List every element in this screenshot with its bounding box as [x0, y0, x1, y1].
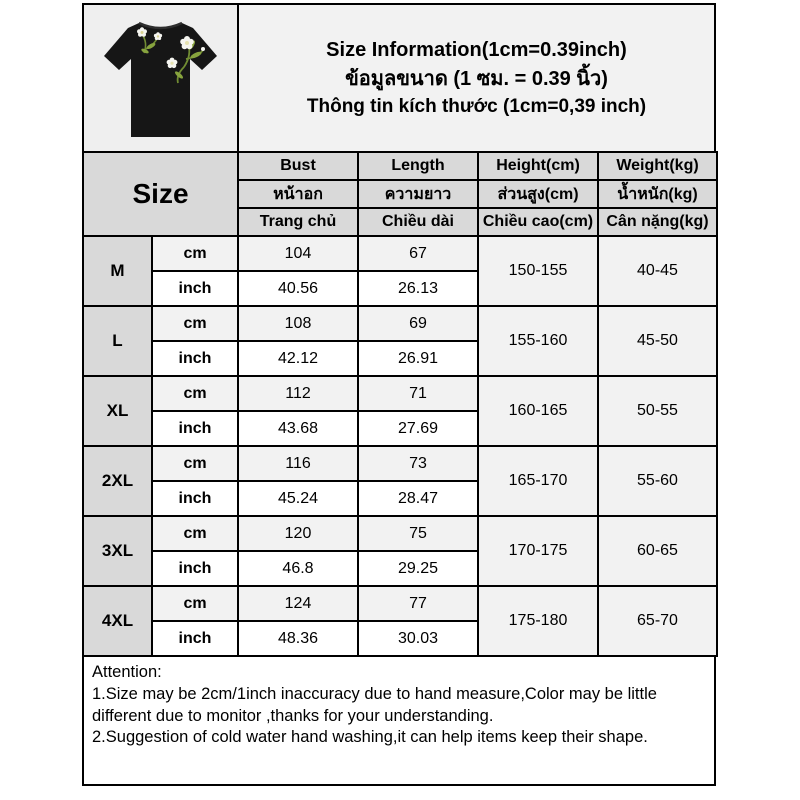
- weight-range-value: 40-45: [598, 236, 717, 306]
- header-bust-th: หน้าอก: [238, 180, 358, 208]
- length-inch-value: 27.69: [358, 411, 478, 446]
- product-photo: [84, 5, 239, 151]
- bust-cm-value: 104: [238, 236, 358, 271]
- unit-inch-cell: inch: [152, 341, 238, 376]
- header-weight-vi: Cân nặng(kg): [598, 208, 717, 236]
- size-table-body: [83, 236, 717, 656]
- unit-inch-cell: inch: [152, 621, 238, 656]
- unit-cm-cell: cm: [152, 376, 238, 411]
- size-label: XL: [83, 376, 152, 446]
- title-thai: ข้อมูลขนาด (1 ซม. = 0.39 นิ้ว): [345, 67, 608, 90]
- unit-inch-cell: inch: [152, 551, 238, 586]
- header-length-th: ความยาว: [358, 180, 478, 208]
- bust-inch-value: 46.8: [238, 551, 358, 586]
- bust-cm-value: 108: [238, 306, 358, 341]
- size-row-cm: [83, 376, 717, 411]
- size-label: 3XL: [83, 516, 152, 586]
- header-bust-en: Bust: [238, 152, 358, 180]
- size-chart-sheet: [82, 3, 716, 786]
- header-length-vi: Chiều dài: [358, 208, 478, 236]
- tshirt-image: [84, 5, 237, 151]
- unit-cm-cell: cm: [152, 236, 238, 271]
- attention-note-2: 2.Suggestion of cold water hand washing,it can help items keep their shape.: [92, 728, 648, 747]
- banner: [82, 3, 716, 153]
- header-height-th: ส่วนสูง(cm): [478, 180, 598, 208]
- header-height-vi: Chiều cao(cm): [478, 208, 598, 236]
- length-cm-value: 73: [358, 446, 478, 481]
- length-inch-value: 28.47: [358, 481, 478, 516]
- header-bust-vi: Trang chủ: [238, 208, 358, 236]
- bust-cm-value: 112: [238, 376, 358, 411]
- weight-range-value: 50-55: [598, 376, 717, 446]
- size-label: M: [83, 236, 152, 306]
- attention-title: Attention:: [92, 663, 162, 681]
- bust-inch-value: 42.12: [238, 341, 358, 376]
- bust-inch-value: 43.68: [238, 411, 358, 446]
- banner-titles: [239, 5, 714, 151]
- unit-inch-cell: inch: [152, 481, 238, 516]
- length-cm-value: 75: [358, 516, 478, 551]
- length-inch-value: 26.13: [358, 271, 478, 306]
- header-height-en: Height(cm): [478, 152, 598, 180]
- unit-cm-cell: cm: [152, 516, 238, 551]
- weight-range-value: 55-60: [598, 446, 717, 516]
- unit-inch-cell: inch: [152, 411, 238, 446]
- unit-inch-cell: inch: [152, 271, 238, 306]
- length-cm-value: 77: [358, 586, 478, 621]
- weight-range-value: 60-65: [598, 516, 717, 586]
- header-row-english: [83, 152, 717, 180]
- size-row-cm: [83, 306, 717, 341]
- size-table: [82, 151, 718, 657]
- size-label: L: [83, 306, 152, 376]
- height-range-value: 170-175: [478, 516, 598, 586]
- height-range-value: 175-180: [478, 586, 598, 656]
- size-row-cm: [83, 516, 717, 551]
- bust-cm-value: 124: [238, 586, 358, 621]
- height-range-value: 160-165: [478, 376, 598, 446]
- length-inch-value: 30.03: [358, 621, 478, 656]
- length-cm-value: 69: [358, 306, 478, 341]
- attention-box: [82, 655, 716, 786]
- bust-cm-value: 120: [238, 516, 358, 551]
- unit-cm-cell: cm: [152, 306, 238, 341]
- weight-range-value: 45-50: [598, 306, 717, 376]
- size-label: 4XL: [83, 586, 152, 656]
- size-header-cell: Size: [83, 152, 238, 236]
- bust-inch-value: 48.36: [238, 621, 358, 656]
- height-range-value: 155-160: [478, 306, 598, 376]
- bust-inch-value: 45.24: [238, 481, 358, 516]
- weight-range-value: 65-70: [598, 586, 717, 656]
- size-row-cm: [83, 586, 717, 621]
- title-vietnamese: Thông tin kích thước (1cm=0,39 inch): [306, 95, 647, 117]
- size-table-header: [83, 152, 717, 236]
- bust-cm-value: 116: [238, 446, 358, 481]
- unit-cm-cell: cm: [152, 586, 238, 621]
- length-cm-value: 71: [358, 376, 478, 411]
- size-row-cm: [83, 446, 717, 481]
- bust-inch-value: 40.56: [238, 271, 358, 306]
- size-label: 2XL: [83, 446, 152, 516]
- length-cm-value: 67: [358, 236, 478, 271]
- title-english: Size Information(1cm=0.39inch): [326, 38, 627, 61]
- header-length-en: Length: [358, 152, 478, 180]
- size-row-cm: [83, 236, 717, 271]
- length-inch-value: 29.25: [358, 551, 478, 586]
- header-weight-th: น้ำหนัก(kg): [598, 180, 717, 208]
- length-inch-value: 26.91: [358, 341, 478, 376]
- header-weight-en: Weight(kg): [598, 152, 717, 180]
- attention-note-1: 1.Size may be 2cm/1inch inaccuracy due to hand measure,Color may be little different due to monitor ,thanks for your understanding.: [92, 684, 657, 725]
- unit-cm-cell: cm: [152, 446, 238, 481]
- height-range-value: 165-170: [478, 446, 598, 516]
- height-range-value: 150-155: [478, 236, 598, 306]
